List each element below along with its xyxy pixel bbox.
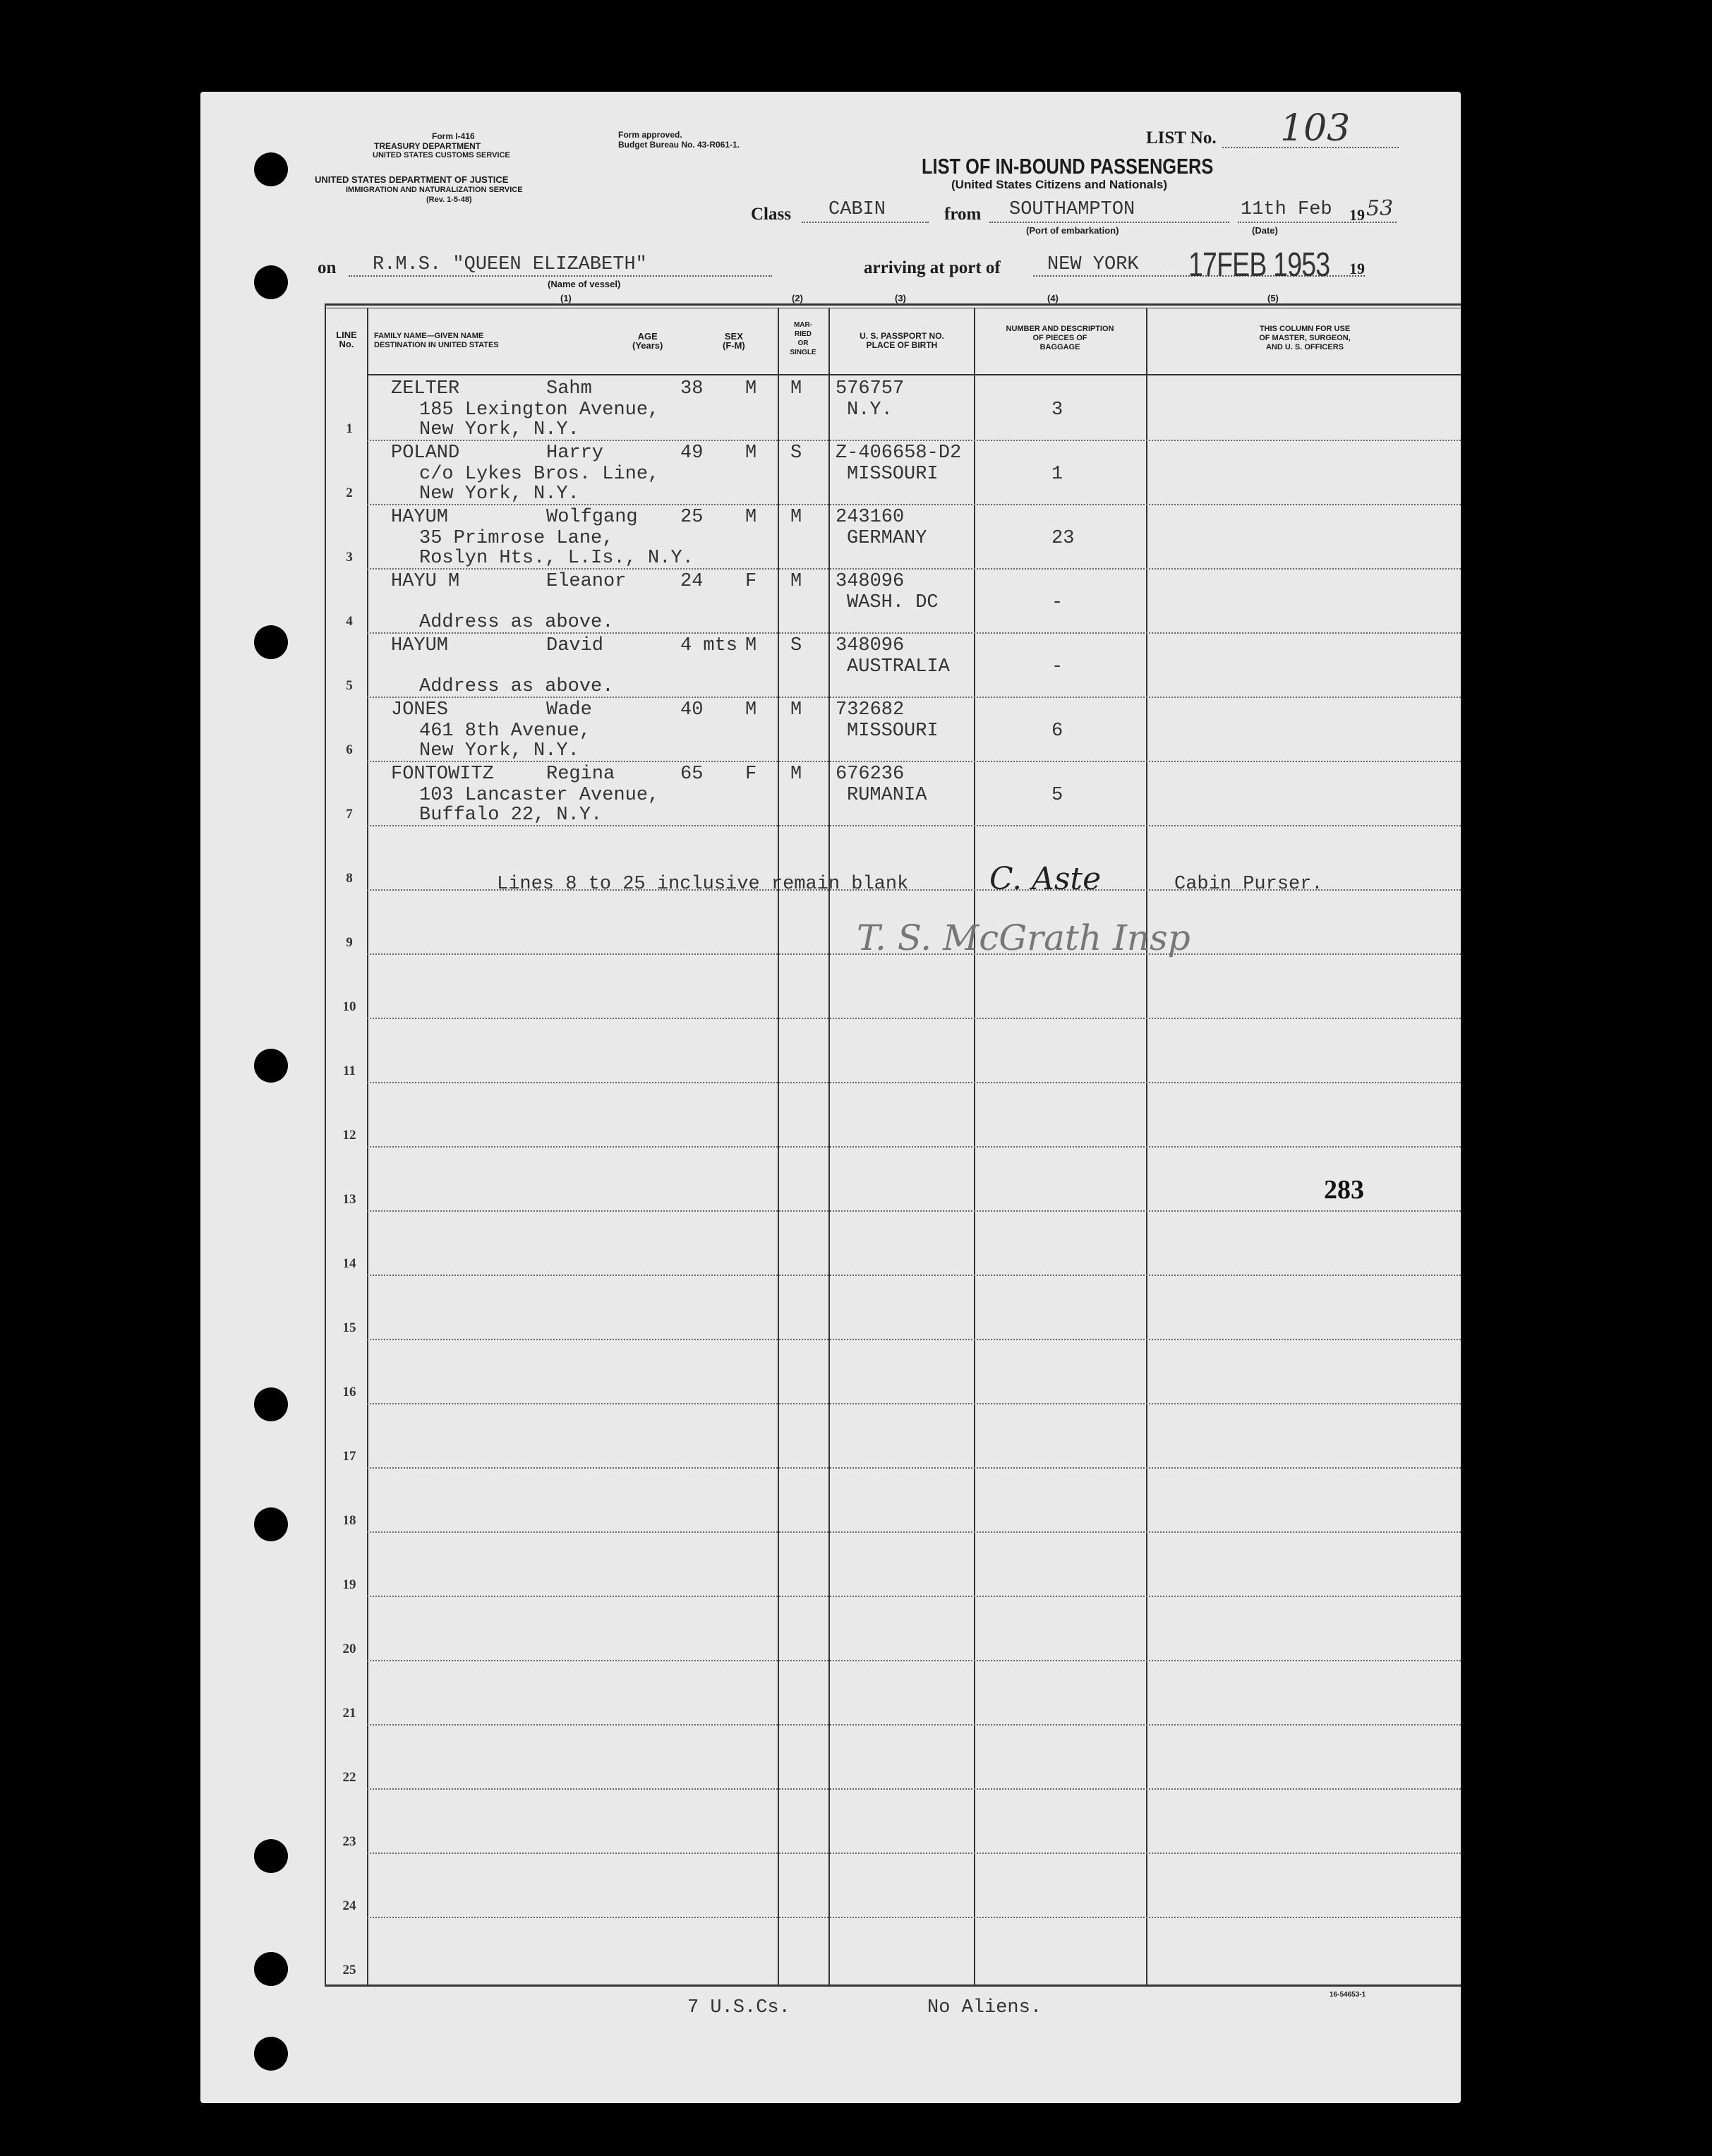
passenger-address-1: 185 Lexington Avenue, <box>419 399 660 421</box>
line-number: 6 <box>346 742 353 757</box>
row-rule <box>367 1467 1461 1469</box>
passenger-given-name: Harry <box>546 442 604 464</box>
punch-hole <box>254 152 288 186</box>
header-married: MAR- RIED OR SINGLE <box>790 321 816 356</box>
line-number: 14 <box>342 1256 356 1271</box>
row-rule <box>367 1853 1461 1854</box>
passenger-age: 49 <box>680 442 704 464</box>
col-number-4: (4) <box>1047 293 1059 303</box>
treasury-dept: TREASURY DEPARTMENT <box>374 141 481 151</box>
passenger-marital-status: S <box>790 442 802 464</box>
date-year: 53 <box>1366 196 1394 221</box>
passenger-address-1: 35 Primrose Lane, <box>419 528 614 549</box>
passenger-given-name: Wade <box>546 699 592 721</box>
footer-uscs-count: 7 U.S.Cs. <box>687 1997 790 2018</box>
passenger-address-1: c/o Lykes Bros. Line, <box>419 464 660 485</box>
punch-hole <box>254 1952 288 1986</box>
line-number: 22 <box>342 1770 356 1785</box>
line-number: 24 <box>342 1898 356 1913</box>
passenger-family-name: ZELTER <box>391 378 460 399</box>
passenger-sex: M <box>745 378 757 399</box>
header-line-no: LINE No. <box>336 330 357 349</box>
header-bottom-rule <box>367 374 1461 375</box>
line-number: 8 <box>346 871 353 886</box>
line-number: 25 <box>342 1963 356 1977</box>
place-of-birth: RUMANIA <box>847 785 927 806</box>
passenger-family-name: POLAND <box>391 442 460 464</box>
punch-hole <box>254 265 288 299</box>
passport-number: 576757 <box>836 378 905 399</box>
passenger-sex: F <box>745 571 757 592</box>
passenger-given-name: Regina <box>546 764 615 785</box>
passenger-family-name: FONTOWITZ <box>391 764 494 785</box>
line-number: 16 <box>342 1385 356 1399</box>
purser-signature: C. Aste <box>989 861 1102 897</box>
customs-service: UNITED STATES CUSTOMS SERVICE <box>373 151 510 159</box>
passenger-sex: M <box>745 442 757 464</box>
passenger-marital-status: M <box>790 378 802 399</box>
row-rule <box>367 1917 1461 1918</box>
passenger-given-name: Wolfgang <box>546 507 638 528</box>
passenger-address-2: Address as above. <box>419 676 614 697</box>
revision: (Rev. 1-5-48) <box>426 195 472 204</box>
baggage-count: - <box>1051 656 1063 677</box>
list-number: 103 <box>1280 107 1351 150</box>
col-number-3: (3) <box>895 293 906 303</box>
baggage-count: - <box>1051 592 1063 613</box>
class-value: CABIN <box>828 199 886 220</box>
place-of-birth: GERMANY <box>847 528 927 549</box>
place-of-birth: WASH. DC <box>847 592 939 613</box>
col-number-5: (5) <box>1267 293 1279 303</box>
punch-hole <box>254 1507 288 1541</box>
place-of-birth: N.Y. <box>847 399 893 421</box>
footer-aliens: No Aliens. <box>927 1997 1042 2018</box>
budget-bureau: Budget Bureau No. 43-R061-1. <box>618 140 740 150</box>
row-rule <box>367 1339 1461 1340</box>
passport-number: 348096 <box>836 635 905 656</box>
place-of-birth: MISSOURI <box>847 721 939 742</box>
date-value: 11th Feb <box>1241 199 1332 220</box>
punch-hole <box>254 1839 288 1873</box>
row-rule <box>367 1596 1461 1597</box>
manifest-page <box>200 92 1461 2103</box>
passenger-age: 24 <box>680 571 704 592</box>
line-number: 4 <box>346 614 353 629</box>
passenger-sex: M <box>745 507 757 528</box>
line-number: 13 <box>342 1192 356 1207</box>
passenger-sex: M <box>745 699 757 721</box>
row-rule <box>367 1018 1461 1019</box>
blank-lines-note: Lines 8 to 25 inclusive remain blank <box>497 874 909 895</box>
table-top-rule <box>325 303 1461 306</box>
table-bottom-rule <box>325 1985 1461 1987</box>
line-number: 11 <box>343 1064 356 1078</box>
line-number: 7 <box>346 807 353 821</box>
form-approved: Form approved. <box>618 130 682 140</box>
passenger-given-name: Sahm <box>546 378 592 399</box>
vessel-caption: (Name of vessel) <box>548 279 621 289</box>
row-rule <box>367 1660 1461 1661</box>
from-label: from <box>944 205 982 224</box>
form-number: Form I-416 <box>432 131 475 141</box>
line-number: 19 <box>342 1577 356 1592</box>
passenger-marital-status: M <box>790 699 802 721</box>
line-number: 2 <box>346 486 353 500</box>
row-rule <box>367 1146 1461 1148</box>
line-number: 21 <box>342 1706 356 1721</box>
justice-dept: UNITED STATES DEPARTMENT OF JUSTICE <box>315 174 509 185</box>
line-number: 10 <box>342 999 356 1014</box>
form-title: LIST OF IN-BOUND PASSENGERS <box>922 154 1214 179</box>
line-number: 23 <box>342 1834 356 1849</box>
passport-number: 732682 <box>836 699 905 721</box>
passenger-family-name: HAYU M <box>391 571 460 592</box>
line-number: 3 <box>346 550 353 565</box>
baggage-count: 5 <box>1051 785 1063 806</box>
ins-service: IMMIGRATION AND NATURALIZATION SERVICE <box>346 186 523 194</box>
arrival-port: NEW YORK <box>1047 254 1139 275</box>
row-rule <box>367 1210 1461 1212</box>
baggage-count: 3 <box>1051 399 1063 421</box>
header-age: AGE (Years) <box>632 331 663 351</box>
passenger-address-2: New York, N.Y. <box>419 483 579 505</box>
officer-signature: T. S. McGrath Insp <box>857 917 1190 958</box>
header-officers: THIS COLUMN FOR USE OF MASTER, SURGEON, AND U. S. OFFICERS <box>1259 325 1351 351</box>
passenger-address-2: Buffalo 22, N.Y. <box>419 805 603 826</box>
passenger-address-2: New York, N.Y. <box>419 740 579 761</box>
passport-number: 348096 <box>836 571 905 592</box>
passenger-address-2: Roslyn Hts., L.Is., N.Y. <box>419 548 694 569</box>
row-rule <box>367 1788 1461 1790</box>
baggage-count: 23 <box>1051 528 1075 549</box>
arrival-date-stamp: 17FEB 1953 <box>1188 246 1330 284</box>
row-rule <box>367 1531 1461 1533</box>
passenger-address-2: Address as above. <box>419 612 614 633</box>
punch-hole <box>254 625 288 659</box>
table-left-rule <box>325 303 326 1987</box>
passenger-age: 25 <box>680 507 704 528</box>
punch-hole <box>254 2037 288 2071</box>
form-subtitle: (United States Citizens and Nationals) <box>951 178 1168 191</box>
passenger-address-2: New York, N.Y. <box>419 419 579 440</box>
place-of-birth: AUSTRALIA <box>847 656 950 677</box>
passenger-age: 65 <box>680 764 704 785</box>
port-caption: (Port of embarkation) <box>1026 225 1119 236</box>
date-caption: (Date) <box>1252 225 1278 236</box>
passenger-age: 40 <box>680 699 704 721</box>
vessel-name: R.M.S. "QUEEN ELIZABETH" <box>373 254 647 275</box>
passenger-age: 4 mts <box>680 635 738 656</box>
punch-hole <box>254 1049 288 1083</box>
passenger-address-1: 103 Lancaster Avenue, <box>419 785 660 806</box>
on-label: on <box>318 258 337 277</box>
passenger-marital-status: M <box>790 571 802 592</box>
year-suffix: 19 <box>1349 260 1365 277</box>
place-of-birth: MISSOURI <box>847 464 939 485</box>
passport-number: 243160 <box>836 507 905 528</box>
passport-number: Z-406658-D2 <box>836 442 962 464</box>
passenger-marital-status: M <box>790 764 802 785</box>
list-no-label: LIST No. <box>1146 128 1217 147</box>
purser-title: Cabin Purser. <box>1174 874 1323 895</box>
header-passport: U. S. PASSPORT NO. PLACE OF BIRTH <box>860 331 944 350</box>
row-rule <box>367 1275 1461 1276</box>
passenger-marital-status: M <box>790 507 802 528</box>
col-number-2: (2) <box>792 293 803 303</box>
date-year-prefix: 19 <box>1349 206 1365 224</box>
row-rule <box>367 1724 1461 1726</box>
passenger-family-name: JONES <box>391 699 449 721</box>
arriving-label: arriving at port of <box>864 258 1001 277</box>
row-rule <box>367 1403 1461 1404</box>
punch-hole <box>254 1387 288 1421</box>
header-name: FAMILY NAME—GIVEN NAME DESTINATION IN UNITED STATES <box>374 332 499 349</box>
header-baggage: NUMBER AND DESCRIPTION OF PIECES OF BAGGAGE <box>1006 325 1114 351</box>
passport-number: 676236 <box>836 764 905 785</box>
baggage-count: 6 <box>1051 721 1063 742</box>
passenger-age: 38 <box>680 378 704 399</box>
passenger-sex: F <box>745 764 757 785</box>
passenger-given-name: Eleanor <box>546 571 627 592</box>
form-code: 16-54653-1 <box>1330 1991 1366 1999</box>
line-number: 18 <box>342 1513 356 1528</box>
from-value: SOUTHAMPTON <box>1009 199 1135 220</box>
line-number: 5 <box>346 678 353 693</box>
passenger-family-name: HAYUM <box>391 635 449 656</box>
header-sex: SEX (F-M) <box>723 331 745 351</box>
row-rule <box>367 1082 1461 1083</box>
line-number: 1 <box>346 421 353 436</box>
line-number: 20 <box>342 1642 356 1656</box>
passenger-address-1: 461 8th Avenue, <box>419 721 591 742</box>
line-number: 9 <box>346 935 353 950</box>
col-number-1: (1) <box>560 293 572 303</box>
passenger-family-name: HAYUM <box>391 507 449 528</box>
class-label: Class <box>751 205 791 224</box>
passenger-sex: M <box>745 635 757 656</box>
page-number: 283 <box>1324 1175 1364 1205</box>
line-number: 17 <box>342 1449 356 1464</box>
line-number: 15 <box>342 1320 356 1335</box>
passenger-marital-status: S <box>790 635 802 656</box>
passenger-given-name: David <box>546 635 604 656</box>
line-number: 12 <box>342 1128 356 1143</box>
baggage-count: 1 <box>1051 464 1063 485</box>
